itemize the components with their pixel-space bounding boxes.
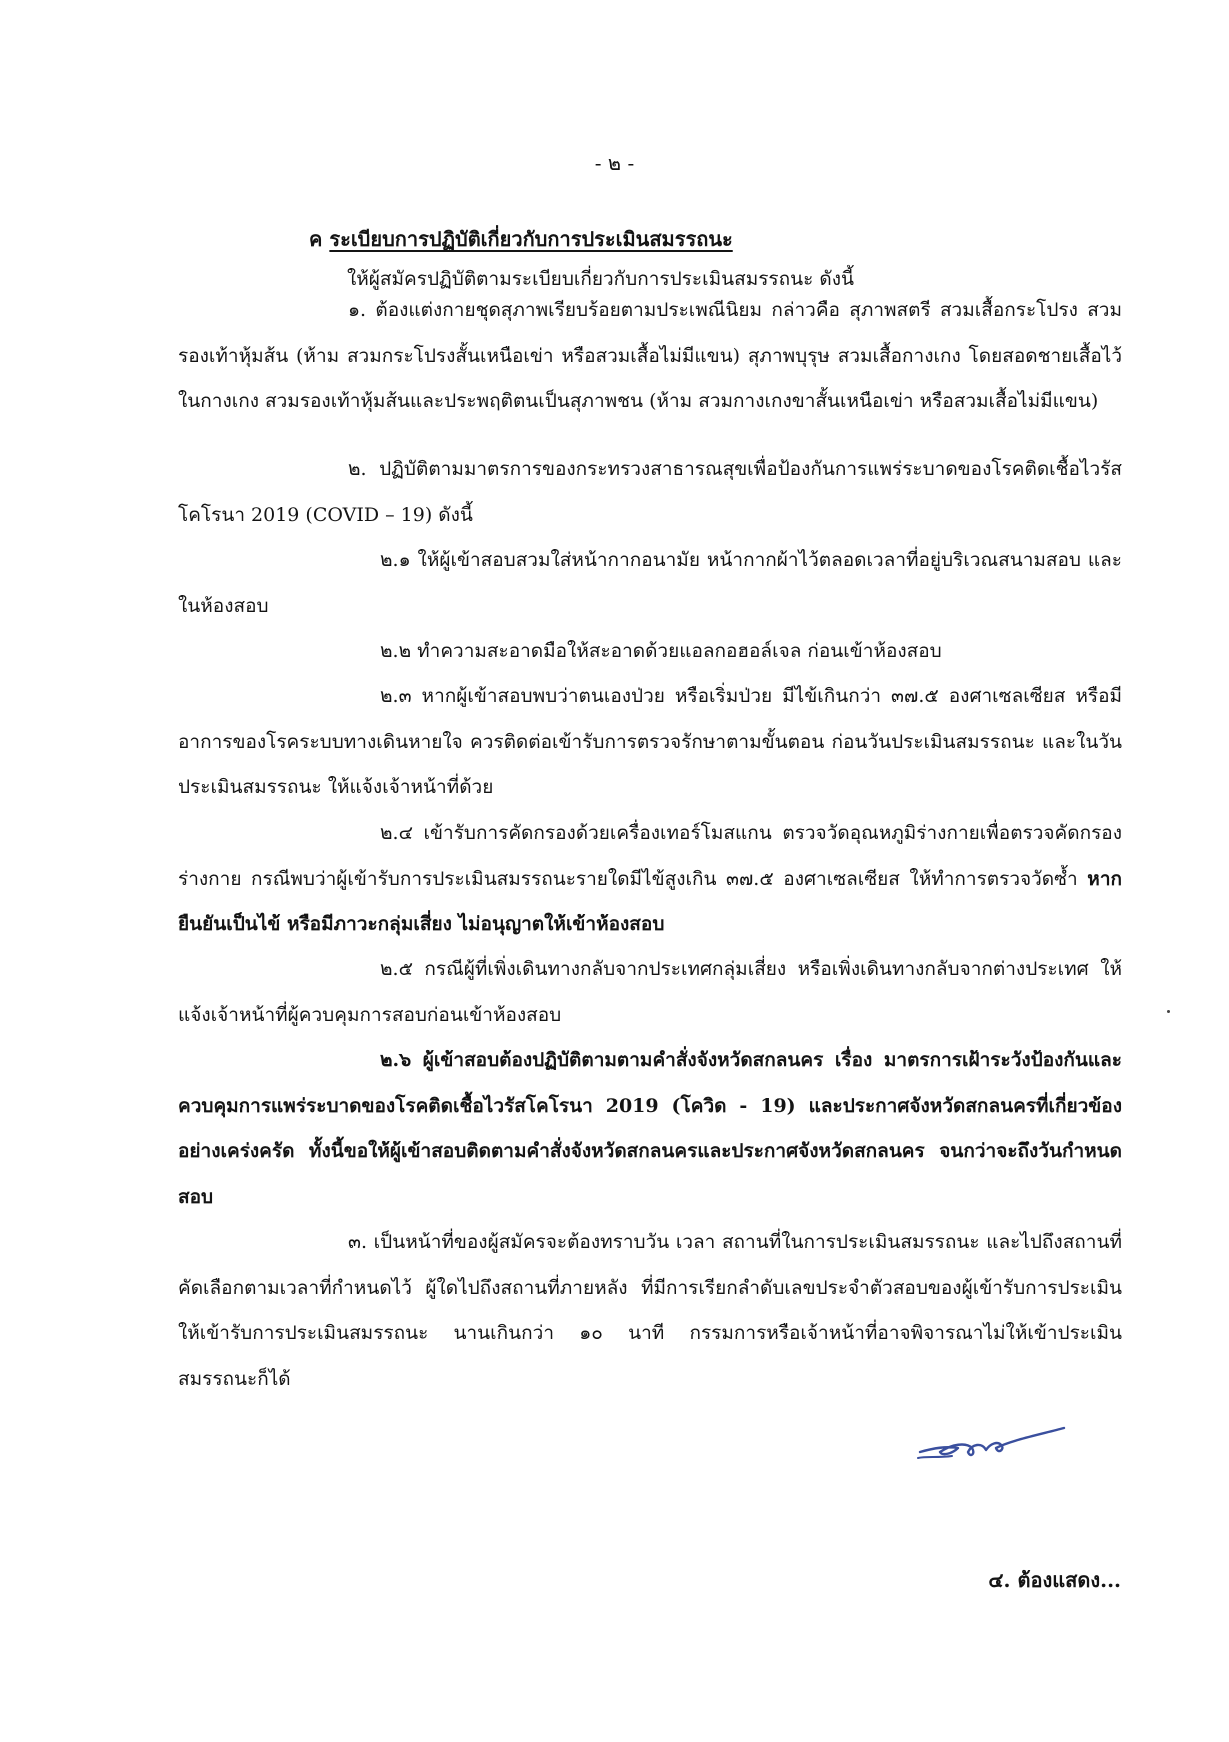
section-intro: ให้ผู้สมัครปฏิบัติตามระเบียบเกี่ยวกับการประเมินสมรรถนะ ดังนี้ [347,268,854,290]
signature-mark [912,1418,1072,1468]
item-2-4-bold-text: หากยืนยันเป็นไข้ หรือมีภาวะกลุ่มเสี่ยง ไม่อนุญาตให้เข้าห้องสอบ [178,867,1122,935]
paragraph-item-2-1: ๒.๑ ให้ผู้เข้าสอบสวมใส่หน้ากากอนามัย หน้ากากผ้าไว้ตลอดเวลาที่อยู่บริเวณสนามสอบ และในห้องสอบ [178,549,1122,617]
paragraph-item-2: ๒. ปฏิบัติตามมาตรการของกระทรวงสาธารณสุขเพื่อป้องกันการแพร่ระบาดของโรคติดเชื้อไวรัสโคโรนา 2019 (COVID – 19) ดังนี้ [178,458,1122,526]
paragraph-item-2-3: ๒.๓ หากผู้เข้าสอบพบว่าตนเองป่วย หรือเริ่มป่วย มีไข้เกินกว่า ๓๗.๕ องศาเซลเซียส หรือมีอาการของโรคระบบทางเดินหายใจ ควรติดต่อเข้ารับการตรวจรักษาตามขั้นตอน ก่อนวันประเมินสมรรถนะ และในวันประเมินสมรรถนะ ให้แจ้งเจ้าหน้าที่ด้วย [178,685,1122,798]
continuation-text: ๔. ต้องแสดง... [988,1568,1121,1592]
paragraph-item-1: ๑. ต้องแต่งกายชุดสุภาพเรียบร้อยตามประเพณีนิยม กล่าวคือ สุภาพสตรี สวมเสื้อกระโปรง สวมรองเท้าหุ้มส้น (ห้าม สวมกระโปรงสั้นเหนือเข่า หรือสวมเสื้อไม่มีแขน) สุภาพบุรุษ สวมเสื้อกางเกง โดยสอดชายเสื้อไว้ในกางเกง สวมรองเท้าหุ้มส้นและประพฤติตนเป็นสุภาพชน (ห้าม สวมกางเกงขาสั้นเหนือเข่า หรือสวมเสื้อไม่มีแขน) [178,299,1122,412]
paragraph-item-2-6: ๒.๖ ผู้เข้าสอบต้องปฏิบัติตามตามคำสั่งจังหวัดสกลนคร เรื่อง มาตรการเฝ้าระวังป้องกันและควบคุมการแพร่ระบาดของโรคติดเชื้อไวรัสโคโรนา 2019 (โควิด - 19) และประกาศจังหวัดสกลนครที่เกี่ยวข้อง อย่างเคร่งครัด ทั้งนี้ขอให้ผู้เข้าสอบติดตามคำสั่งจังหวัดสกลนครและประกาศจังหวัดสกลนคร จนกว่าจะถึงวันกำหนดสอบ [178,1049,1122,1208]
page-number: - ๒ - [594,151,635,175]
item-2-4-text: ๒.๔ เข้ารับการคัดกรองด้วยเครื่องเทอร์โมสแกน ตรวจวัดอุณหภูมิร่างกายเพื่อตรวจคัดกรองร่างกาย กรณีพบว่าผู้เข้ารับการประเมินสมรรถนะรายใดมีไข้สูงเกิน ๓๗.๕ องศาเซลเซียส ให้ทำการตรวจวัดซ้ำ [178,822,1122,890]
paragraph-item-2-4 [178,811,1122,948]
paragraph-item-2-5: ๒.๕ กรณีผู้ที่เพิ่งเดินทางกลับจากประเทศกลุ่มเสี่ยง หรือเพิ่งเดินทางกลับจากต่างประเทศ ให้แจ้งเจ้าหน้าที่ผู้ควบคุมการสอบก่อนเข้าห้องสอบ [178,958,1122,1026]
section-title: ระเบียบการปฏิบัติเกี่ยวกับการประเมินสมรรถนะ [329,227,733,251]
scan-speck [1167,1010,1170,1013]
paragraph-item-3: ๓. เป็นหน้าที่ของผู้สมัครจะต้องทราบวัน เวลา สถานที่ในการประเมินสมรรถนะ และไปถึงสถานที่คัดเลือกตามเวลาที่กำหนดไว้ ผู้ใดไปถึงสถานที่ภายหลัง ที่มีการเรียกลำดับเลขประจำตัวสอบของผู้เข้ารับการประเมิน ให้เข้ารับการประเมินสมรรถนะ นานเกินกว่า ๑๐ นาที กรรมการหรือเจ้าหน้าที่อาจพิจารณาไม่ให้เข้าประเมินสมรรถนะก็ได้ [178,1231,1122,1390]
paragraph-item-2-2: ๒.๒ ทำความสะอาดมือให้สะอาดด้วยแอลกอฮอล์เจล ก่อนเข้าห้องสอบ [380,640,942,662]
section-heading [309,223,733,255]
section-letter: ค [309,227,323,251]
